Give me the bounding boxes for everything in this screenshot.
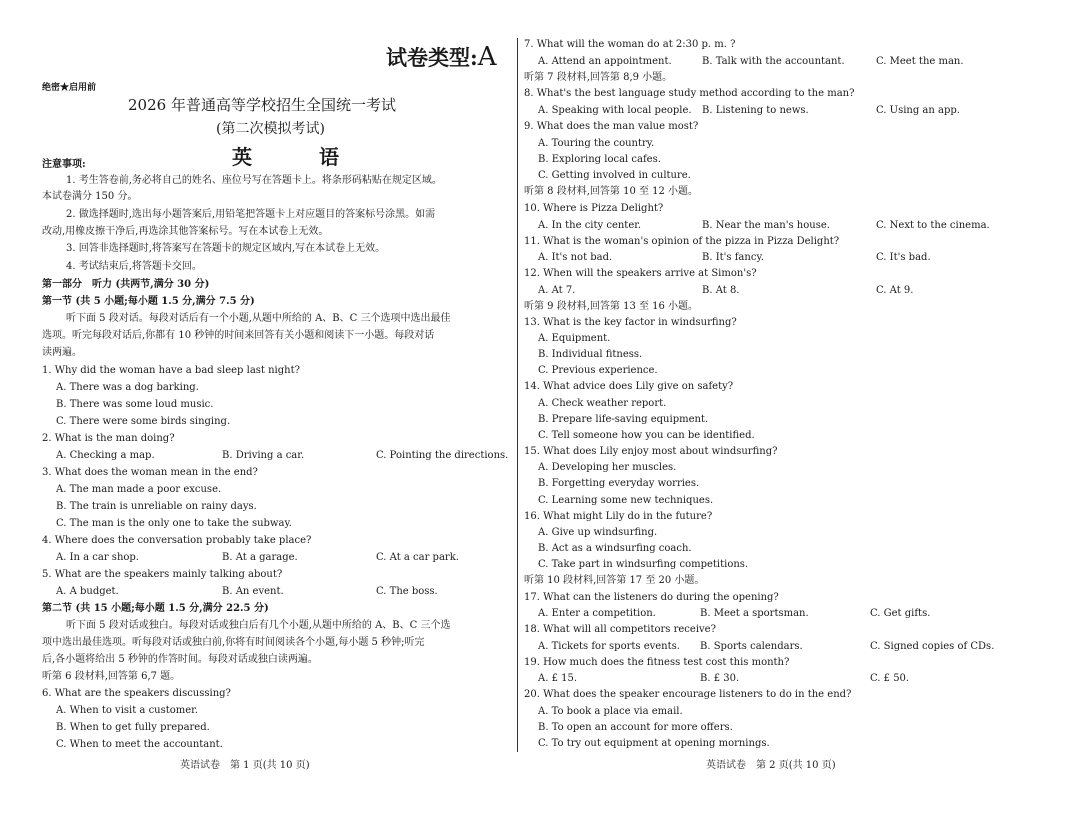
option: A. Check weather report. bbox=[538, 398, 667, 409]
option: A. In a car shop. bbox=[56, 552, 139, 563]
material-heading: 听第 10 段材料,回答第 17 至 20 小题。 bbox=[524, 575, 705, 586]
notice-line: 3. 回答非选择题时,将答案写在答题卡的规定区域内,写在本试卷上无效。 bbox=[66, 243, 386, 254]
option: C. Pointing the directions. bbox=[376, 450, 509, 461]
option: C. At a car park. bbox=[376, 552, 459, 563]
page-footer-right: 英语试卷 第 2 页(共 10 页) bbox=[706, 760, 836, 771]
question-stem: 12. When will the speakers arrive at Simon's? bbox=[524, 268, 757, 279]
option: C. When to meet the accountant. bbox=[56, 739, 223, 750]
question-stem: 2. What is the man doing? bbox=[42, 433, 175, 444]
question-stem: 13. What is the key factor in windsurfing? bbox=[524, 317, 737, 328]
option: A. Touring the country. bbox=[538, 138, 655, 149]
option: A. Attend an appointment. bbox=[538, 56, 672, 67]
material-heading: 听第 6 段材料,回答第 6,7 题。 bbox=[42, 671, 181, 682]
question-stem: 14. What advice does Lily give on safety? bbox=[524, 381, 734, 392]
option: C. There were some birds singing. bbox=[56, 416, 231, 427]
option: A. Give up windsurfing. bbox=[538, 527, 658, 538]
section1-instructions: 选项。听完每段对话后,你都有 10 秒钟的时间来回答有关小题和阅读下一小题。每段对话 bbox=[42, 330, 435, 341]
question-stem: 5. What are the speakers mainly talking about? bbox=[42, 569, 283, 580]
question-stem: 4. Where does the conversation probably take place? bbox=[42, 535, 312, 546]
section1-heading: 第一节 (共 5 小题;每小题 1.5 分,满分 7.5 分) bbox=[42, 296, 255, 307]
part1-heading: 第一部分 听力 (共两节,满分 30 分) bbox=[42, 279, 210, 290]
option: B. The train is unreliable on rainy days. bbox=[56, 501, 257, 512]
exam-subtitle: (第二次模拟考试) bbox=[216, 121, 325, 137]
option: A. To book a place via email. bbox=[538, 706, 683, 717]
question-stem: 6. What are the speakers discussing? bbox=[42, 688, 231, 699]
section1-instructions: 读两遍。 bbox=[42, 347, 82, 358]
option: B. An event. bbox=[222, 586, 284, 597]
option: C. Next to the cinema. bbox=[876, 220, 990, 231]
question-stem: 11. What is the woman's opinion of the pizza in Pizza Delight? bbox=[524, 236, 840, 247]
option: A. £ 15. bbox=[538, 673, 578, 684]
question-stem: 3. What does the woman mean in the end? bbox=[42, 467, 258, 478]
option: A. Checking a map. bbox=[56, 450, 155, 461]
notice-line: 改动,用橡皮擦干净后,再选涂其他答案标号。写在本试卷上无效。 bbox=[42, 226, 329, 237]
option: B. To open an account for more offers. bbox=[538, 722, 733, 733]
option: B. Listening to news. bbox=[702, 105, 809, 116]
option: C. Meet the man. bbox=[876, 56, 964, 67]
option: C. The man is the only one to take the subway. bbox=[56, 518, 292, 529]
option: B. Individual fitness. bbox=[538, 349, 643, 360]
section2-instructions: 后,各小题将给出 5 秒钟的作答时间。每段对话或独白读两遍。 bbox=[42, 654, 318, 665]
option: C. Tell someone how you can be identified. bbox=[538, 430, 755, 441]
section1-instructions: 听下面 5 段对话。每段对话后有一个小题,从题中所给的 A、B、C 三个选项中选出最佳 bbox=[66, 313, 451, 324]
question-stem: 20. What does the speaker encourage listeners to do in the end? bbox=[524, 689, 852, 700]
question-stem: 19. How much does the fitness test cost this month? bbox=[524, 657, 790, 668]
option: B. Forgetting everyday worries. bbox=[538, 478, 700, 489]
question-stem: 18. What will all competitors receive? bbox=[524, 624, 716, 635]
option: C. To try out equipment at opening mornings. bbox=[538, 738, 770, 749]
notice-line: 本试卷满分 150 分。 bbox=[42, 191, 138, 202]
option: A. There was a dog barking. bbox=[56, 382, 199, 393]
material-heading: 听第 9 段材料,回答第 13 至 16 小题。 bbox=[524, 301, 699, 312]
option: B. Act as a windsurfing coach. bbox=[538, 543, 692, 554]
question-stem: 17. What can the listeners do during the opening? bbox=[524, 592, 779, 603]
notice-line: 1. 考生答卷前,务必将自己的姓名、座位号写在答题卡上。将条形码粘贴在规定区域。 bbox=[66, 175, 442, 186]
option: B. When to get fully prepared. bbox=[56, 722, 210, 733]
option: C. Get gifts. bbox=[870, 608, 931, 619]
option: B. Talk with the accountant. bbox=[702, 56, 845, 67]
notice-line: 2. 做选择题时,选出每小题答案后,用铅笔把答题卡上对应题目的答案标号涂黑。如需 bbox=[66, 209, 436, 220]
option: B. At 8. bbox=[702, 285, 740, 296]
option: A. At 7. bbox=[538, 285, 576, 296]
option: C. Getting involved in culture. bbox=[538, 170, 691, 181]
column-divider bbox=[517, 38, 518, 752]
option: B. There was some loud music. bbox=[56, 399, 214, 410]
subject-title: 英 语 bbox=[232, 145, 369, 169]
option: B. Near the man's house. bbox=[702, 220, 830, 231]
option: A. It's not bad. bbox=[538, 252, 613, 263]
paper-type-label: 试卷类型:A bbox=[386, 42, 497, 72]
option: A. The man made a poor excuse. bbox=[56, 484, 222, 495]
option: A. Enter a competition. bbox=[538, 608, 656, 619]
option: A. Developing her muscles. bbox=[538, 462, 677, 473]
option: C. It's bad. bbox=[876, 252, 931, 263]
section2-instructions: 听下面 5 段对话或独白。每段对话或独白后有几个小题,从题中所给的 A、B、C 三个选 bbox=[66, 620, 451, 631]
option: B. Prepare life-saving equipment. bbox=[538, 414, 709, 425]
material-heading: 听第 7 段材料,回答第 8,9 小题。 bbox=[524, 72, 673, 83]
option: A. A budget. bbox=[56, 586, 119, 597]
option: B. Driving a car. bbox=[222, 450, 305, 461]
option: B. Meet a sportsman. bbox=[700, 608, 809, 619]
option: A. In the city center. bbox=[538, 220, 642, 231]
option: B. It's fancy. bbox=[702, 252, 764, 263]
option: A. Equipment. bbox=[538, 333, 611, 344]
option: C. Take part in windsurfing competitions. bbox=[538, 559, 749, 570]
question-stem: 15. What does Lily enjoy most about windsurfing? bbox=[524, 446, 778, 457]
question-stem: 7. What will the woman do at 2:30 p. m. ? bbox=[524, 39, 736, 50]
question-stem: 8. What's the best language study method according to the man? bbox=[524, 88, 855, 99]
option: B. £ 30. bbox=[700, 673, 740, 684]
notice-line: 4. 考试结束后,将答题卡交回。 bbox=[66, 261, 202, 272]
option: C. Learning some new techniques. bbox=[538, 495, 714, 506]
page-footer-left: 英语试卷 第 1 页(共 10 页) bbox=[180, 760, 310, 771]
notice-heading: 注意事项: bbox=[42, 159, 86, 170]
option: A. Speaking with local people. bbox=[538, 105, 692, 116]
option: C. At 9. bbox=[876, 285, 914, 296]
exam-title: 2026 年普通高等学校招生全国统一考试 bbox=[128, 96, 396, 114]
option: B. Exploring local cafes. bbox=[538, 154, 661, 165]
option: C. The boss. bbox=[376, 586, 438, 597]
option: A. When to visit a customer. bbox=[56, 705, 199, 716]
section2-heading: 第二节 (共 15 小题;每小题 1.5 分,满分 22.5 分) bbox=[42, 603, 269, 614]
option: C. Previous experience. bbox=[538, 365, 658, 376]
secret-mark: 绝密★启用前 bbox=[42, 83, 97, 93]
question-stem: 9. What does the man value most? bbox=[524, 121, 699, 132]
question-stem: 1. Why did the woman have a bad sleep last night? bbox=[42, 365, 300, 376]
paper-type-letter: A bbox=[477, 42, 497, 72]
option: C. Using an app. bbox=[876, 105, 960, 116]
option: B. Sports calendars. bbox=[700, 641, 803, 652]
question-stem: 10. Where is Pizza Delight? bbox=[524, 203, 664, 214]
option: A. Tickets for sports events. bbox=[538, 641, 680, 652]
section2-instructions: 项中选出最佳选项。听每段对话或独白前,你将有时间阅读各个小题,每小题 5 秒钟;听完 bbox=[42, 637, 425, 648]
option: C. £ 50. bbox=[870, 673, 910, 684]
option: C. Signed copies of CDs. bbox=[870, 641, 995, 652]
material-heading: 听第 8 段材料,回答第 10 至 12 小题。 bbox=[524, 186, 699, 197]
option: B. At a garage. bbox=[222, 552, 298, 563]
question-stem: 16. What might Lily do in the future? bbox=[524, 511, 713, 522]
